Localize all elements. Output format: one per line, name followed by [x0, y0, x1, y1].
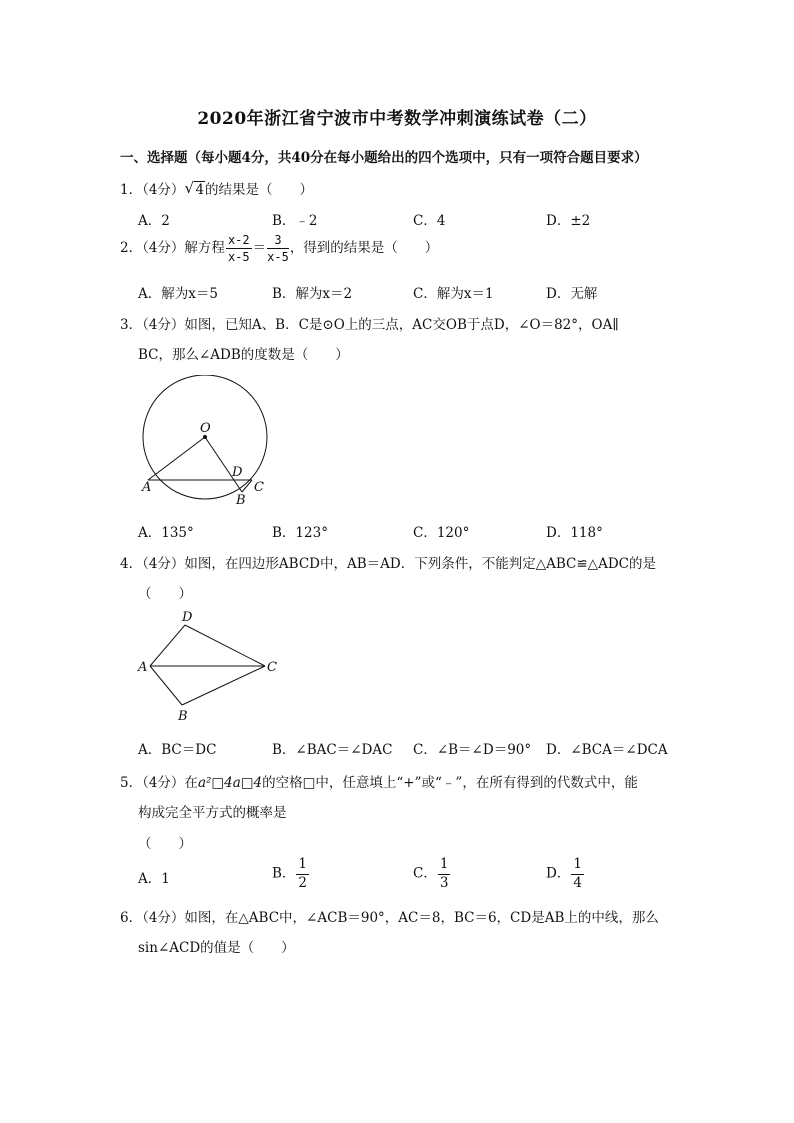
segment-dc	[185, 625, 265, 666]
question-1-text: 的结果是（ ）	[205, 182, 314, 198]
q5-option-a: A．1	[138, 871, 170, 887]
q5-option-d	[546, 858, 585, 890]
q1-option-a: A．2	[138, 213, 170, 229]
fraction-lhs-numerator: x-2	[227, 233, 250, 247]
q3-option-c: C．120°	[413, 525, 470, 541]
segment-ab	[150, 666, 182, 705]
question-1	[120, 178, 313, 198]
q5-option-b-denominator: 2	[298, 874, 308, 891]
question-5-text: 的空格□中，任意填上“+”或“﹣”，在所有得到的代数式中，能	[262, 775, 638, 791]
segment-ad	[150, 625, 185, 666]
fraction-rhs-numerator: 3	[267, 234, 289, 249]
q5-option-c	[413, 858, 451, 890]
q5-option-d-denominator: 4	[573, 874, 582, 891]
q5-option-d-numerator: 1	[571, 858, 584, 875]
q2-option-b: B．解为x＝2	[272, 286, 353, 302]
q3-option-d: D．118°	[546, 525, 603, 541]
segment-oa	[148, 437, 205, 480]
q5-option-d-fraction	[571, 858, 584, 890]
label-b: B	[178, 709, 188, 724]
question-5-line-2: 构成完全平方式的概率是	[138, 805, 287, 821]
sqrt-radicand: 4	[195, 182, 205, 198]
section-heading: 一、选择题（每小题4分，共40分在每小题给出的四个选项中，只有一项符合题目要求）	[120, 150, 648, 166]
q2-option-d: D．无解	[546, 286, 598, 302]
q1-option-b: B．﹣2	[272, 213, 318, 229]
q5-option-c-numerator: 1	[438, 858, 451, 875]
question-5-number: 5．（4分）在	[120, 775, 198, 791]
algebraic-expression: a²□4a□4	[197, 775, 263, 791]
question-4-line-1: 4．（4分）如图，在四边形ABCD中，AB＝AD．下列条件，不能判定△ABC≌△ADC的是	[120, 556, 656, 572]
page-title: 2020年浙江省宁波市中考数学冲刺演练试卷（二）	[197, 109, 597, 129]
equals-sign: ＝	[252, 240, 267, 256]
q5-option-c-denominator: 3	[439, 874, 449, 891]
question-5-line-3: （ ）	[138, 836, 192, 852]
question-6-line-2: sin∠ACD的值是（ ）	[138, 940, 295, 956]
question-1-number: 1．（4分）	[120, 182, 185, 198]
question-2	[120, 234, 438, 263]
label-c: C	[267, 660, 277, 675]
fraction-rhs	[267, 234, 289, 263]
sqrt-expression: √ 4	[184, 179, 205, 198]
fraction-rhs-denominator: x-5	[267, 250, 289, 264]
q5-option-b-numerator: 1	[296, 858, 309, 875]
question-4-line-2: （ ）	[138, 586, 192, 602]
question-2-number: 2．（4分）解方程	[120, 240, 225, 256]
q4-option-a: A．BC＝DC	[138, 742, 217, 758]
label-a: A	[138, 660, 148, 675]
q3-option-b: B．123°	[272, 525, 328, 541]
q1-option-c: C．4	[413, 213, 446, 229]
q5-option-c-fraction	[438, 858, 451, 890]
q4-option-c: C．∠B＝∠D＝90°	[413, 742, 532, 758]
q1-option-d: D．±2	[546, 213, 591, 229]
question-6-line-1: 6．（4分）如图，在△ABC中，∠ACB＝90°，AC＝8，BC＝6，CD是AB上的中线，那么	[120, 910, 659, 926]
fraction-lhs	[226, 234, 252, 263]
q2-option-a: A．解为x＝5	[138, 286, 218, 302]
label-o: O	[200, 421, 211, 436]
label-b: B	[236, 493, 246, 508]
label-c: C	[254, 480, 264, 495]
segment-bc	[182, 666, 265, 705]
quadrilateral-figure	[130, 605, 290, 725]
question-3-line-1: 3．（4分）如图，已知A、B．C是⊙O上的三点，AC交OB于点D，∠O＝82°，OA∥	[120, 317, 619, 333]
q2-option-c: C．解为x＝1	[413, 286, 494, 302]
question-3-line-2: BC，那么∠ADB的度数是（ ）	[138, 347, 349, 363]
question-5-line-1	[120, 771, 638, 791]
label-d: D	[232, 465, 243, 480]
q5-option-b-label: B．	[272, 865, 296, 882]
question-2-text: ，得到的结果是（ ）	[289, 240, 439, 256]
q4-option-d: D．∠BCA＝∠DCA	[546, 742, 668, 758]
label-a: A	[142, 480, 152, 495]
q5-option-d-label: D．	[546, 865, 571, 882]
label-d: D	[182, 610, 193, 625]
circle-figure	[130, 375, 290, 510]
q3-option-a: A．135°	[138, 525, 194, 541]
q5-option-b-fraction	[296, 858, 309, 890]
fraction-lhs-denominator: x-5	[227, 250, 250, 264]
q5-option-b	[272, 858, 310, 890]
q5-option-c-label: C．	[413, 865, 437, 882]
q4-option-b: B．∠BAC＝∠DAC	[272, 742, 393, 758]
